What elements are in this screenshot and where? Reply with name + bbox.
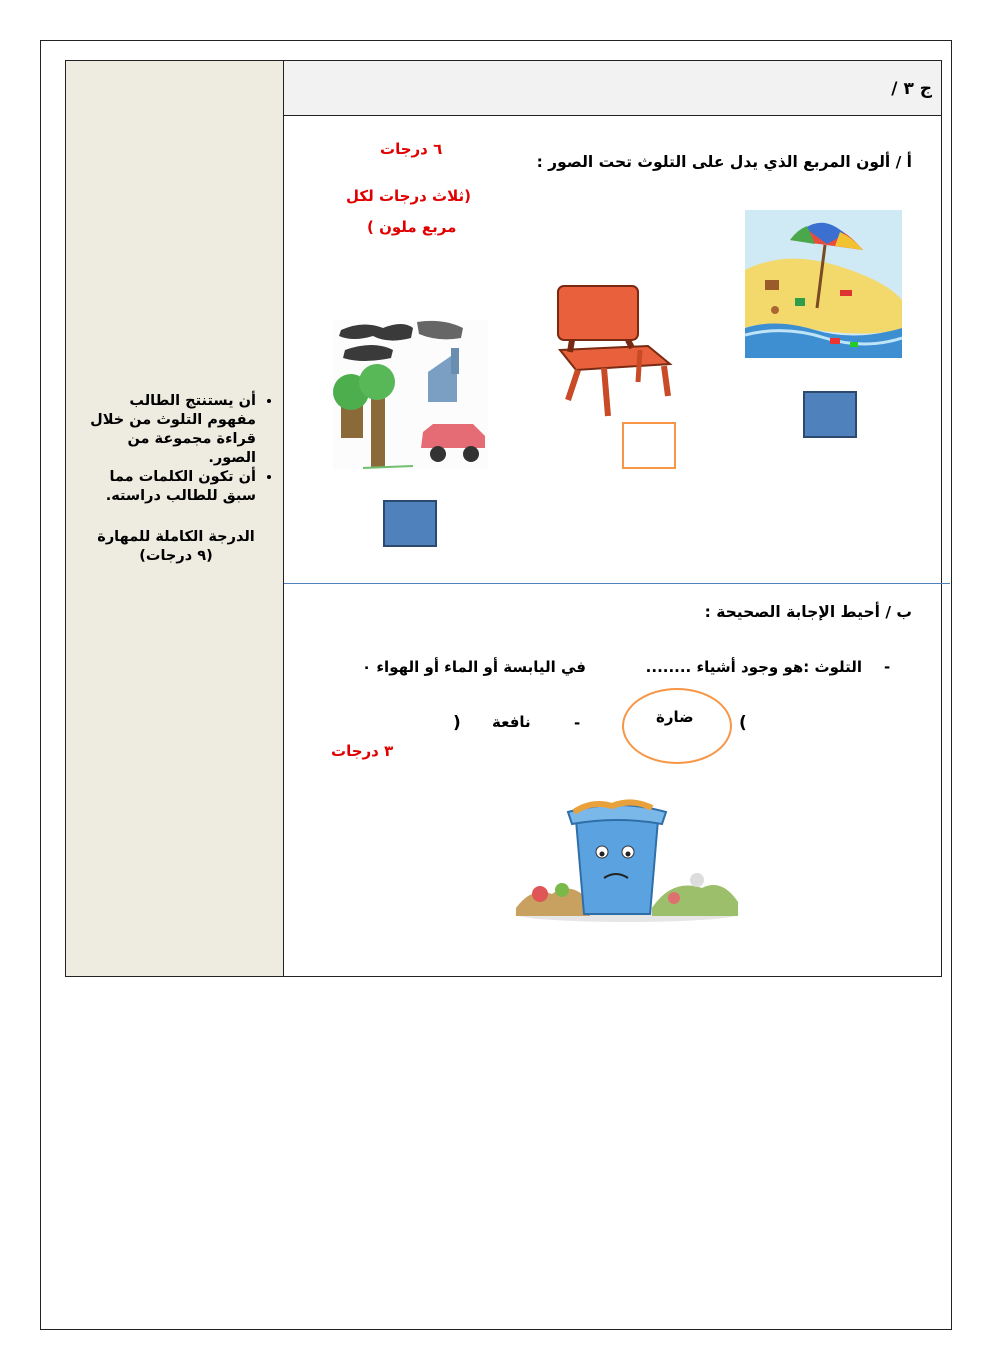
option-circled[interactable]: ضارة — [656, 708, 694, 726]
objective-item: • أن تكون الكلمات مما سبق للطالب دراسته. — [78, 468, 256, 506]
question-label: ج ٣ / — [891, 79, 932, 99]
part-b-instruction: ب / أحيط الإجابة الصحيحة : — [704, 603, 912, 621]
part-b-marks: ٣ درجات — [331, 742, 394, 760]
objectives-panel — [78, 392, 274, 566]
objective-item: • أن يستنتج الطالب مفهوم التلوث من خلال قراءة مجموعة من الصور. — [78, 392, 256, 468]
objectives-list — [78, 392, 274, 506]
options-close-paren: ) — [453, 713, 461, 733]
section-divider — [284, 583, 950, 584]
factory-smoke-car-image — [333, 320, 488, 470]
definition-sentence-part1: التلوث :هو وجود أشياء ........ — [645, 658, 862, 676]
definition-sentence-part2: في اليابسة أو الماء أو الهواء ٠ — [362, 658, 586, 676]
part-a-note-line1: (ثلاث درجات لكل — [346, 187, 471, 205]
answer-circle[interactable] — [622, 688, 732, 764]
chair-answer-square[interactable] — [622, 422, 676, 469]
polluted-beach-image — [745, 210, 902, 358]
options-open-paren: ( — [739, 713, 747, 733]
factory-answer-square[interactable] — [383, 500, 437, 547]
full-mark-label: الدرجة الكاملة للمهارة — [97, 529, 255, 545]
part-a-note-line2: مربع ملون ) — [367, 218, 457, 236]
question-header — [284, 61, 941, 116]
sad-trash-can-image — [512, 798, 743, 923]
part-a-marks: ٦ درجات — [380, 140, 443, 158]
full-mark-value: (٩ درجات) — [139, 548, 213, 564]
option-other[interactable]: نافعة — [492, 713, 531, 731]
beach-answer-square[interactable] — [803, 391, 857, 438]
part-a-instruction: أ / ألون المربع الذي يدل على التلوث تحت الصور : — [536, 153, 912, 171]
chair-image — [540, 282, 685, 422]
sentence-dash: - — [884, 658, 891, 676]
options-separator: - — [574, 714, 581, 732]
